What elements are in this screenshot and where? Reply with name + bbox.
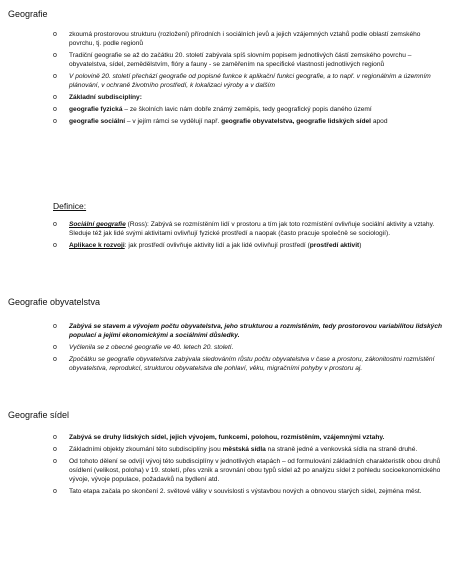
bullet-icon: o [53,221,57,228]
list-item [0,343,456,352]
text-run: Sociální geografie [69,221,126,228]
text-run: Aplikace k rozvoji [69,242,125,249]
list-item [0,72,456,90]
heading-geografie-sidel: Geografie sídel [8,410,70,420]
text-run: – ze školních lavic nám dobře známý zeměpis, tedy geografický popis daného území [122,106,372,113]
list-item [0,241,456,250]
list-definice [0,220,456,253]
list-item [0,445,456,454]
text-run: Základní subdisciplíny: [69,94,142,101]
text-run: Vyčlenila se z obecné geografie ve 40. letech 20. století. [69,344,234,351]
text-run: Tato etapa začala po skončení 2. světové války v souvislosti s výstavbou nových a obnovou starých sídel, zejména měst. [69,488,422,495]
text-run: geografie obyvatelstva, geografie lidských sídel [221,118,371,125]
list-item [0,433,456,442]
heading-geografie-obyvatelstva: Geografie obyvatelstva [8,297,101,307]
text-run: Základními objekty zkoumání této subdisciplíny jsou [69,446,223,453]
bullet-icon: o [53,446,57,453]
list-item [0,93,456,102]
text-run: na straně jedné a venkovská sídla na straně druhé. [265,446,418,453]
text-run: apod [370,118,388,125]
text-run: geografie sociální [69,118,126,125]
bullet-icon: o [53,242,57,249]
text-run: ) [359,242,362,249]
bullet-icon: o [53,323,57,330]
text-run: městská sídla [222,446,266,453]
list-item [0,117,456,126]
text-run: Zabývá se druhy lidských sídel, jejich vývojem, funkcemi, polohou, rozmístěním, vzájemnými vztahy. [69,434,385,441]
bullet-icon: o [53,434,57,441]
heading-definice: Definice: [53,201,87,211]
bullet-icon: o [53,73,57,80]
text-run: – v jejím rámci se vydělují např. [125,118,222,125]
text-run: (Ross): Zabývá se rozmístěním lidí v prostoru a tím jak toto rozmístění ovlivňuje sociální aktivity a vztahy. Sleduje též jak lidé svými aktivitami ovlivňují fyzické prostředí a naopak (často pracuje společně se sociologií). [69,221,435,237]
bullet-icon: o [53,458,57,465]
list-geografie-obyvatelstva [0,322,456,376]
bullet-icon: o [53,344,57,351]
text-run: geografie fyzická [69,106,123,113]
text-run: prostředí aktivit [309,242,360,249]
bullet-icon: o [53,488,57,495]
heading-geografie: Geografie [8,9,48,19]
bullet-icon: o [53,52,57,59]
bullet-icon: o [53,94,57,101]
list-item [0,355,456,373]
list-item [0,220,456,238]
bullet-icon: o [53,118,57,125]
text-run: Od tohoto dělení se odvíjí vývoj této subdisciplíny v jednotlivých etapách – od formulování základních charakteristik obou druhů osídlení (velikost, poloha) v 19. století, přes vznik a srovnání obou typů sídel až po analýzu sídel z pohledu socioekonomického vývoje, vývoje populace, požadavků na bydlení atd. [69,458,441,483]
list-item [0,457,456,484]
list-item [0,487,456,496]
bullet-icon: o [53,106,57,113]
bullet-icon: o [53,31,57,38]
text-run: V polovině 20. století přechází geografie od popisné funkce k aplikační funkci geografie, a to např. v regionálním a územním plánování, v ochraně životního prostředí, k lokalizaci výroby a v dalším [69,73,431,89]
text-run: Zpočátku se geografie obyvatelstva zabývala sledováním růstu počtu obyvatelstva v čase a prostoru, zákonitostmi rozmístění obyvatelstva, reprodukcí, strukturou obyvatelstva dle pohlaví, věku, migračními pohyby v prostoru aj. [69,356,435,372]
bullet-icon: o [53,356,57,363]
list-item [0,30,456,48]
text-run: : jak prostředí ovlivňuje aktivity lidí a jak lidé ovlivňují prostředí ( [124,242,310,249]
text-run: Tradiční geografie se až do začátku 20. století zabývala spíš slovním popisem jednotlivých částí zemského povrchu – obyvatelstva, sídel, zemědělstvím, flóry a fauny - se zaměřením na specifické vlastnosti jednotlivých regionů [69,52,412,68]
list-geografie [0,30,456,129]
text-run: Zabývá se stavem a vývojem počtu obyvatelstva, jeho strukturou a rozmístěním, tedy prostorovou variabilitou lidských populací a jejími ekonomickými a sociálními důsledky. [69,323,443,339]
list-geografie-sidel [0,433,456,499]
list-item [0,105,456,114]
list-item [0,51,456,69]
text-run: zkoumá prostorovou strukturu (rozložení) přírodních i sociálních jevů a jejich vzájemných vztahů podle oblastí zemského povrchu, tj. podle regionů [69,31,421,47]
list-item [0,322,456,340]
